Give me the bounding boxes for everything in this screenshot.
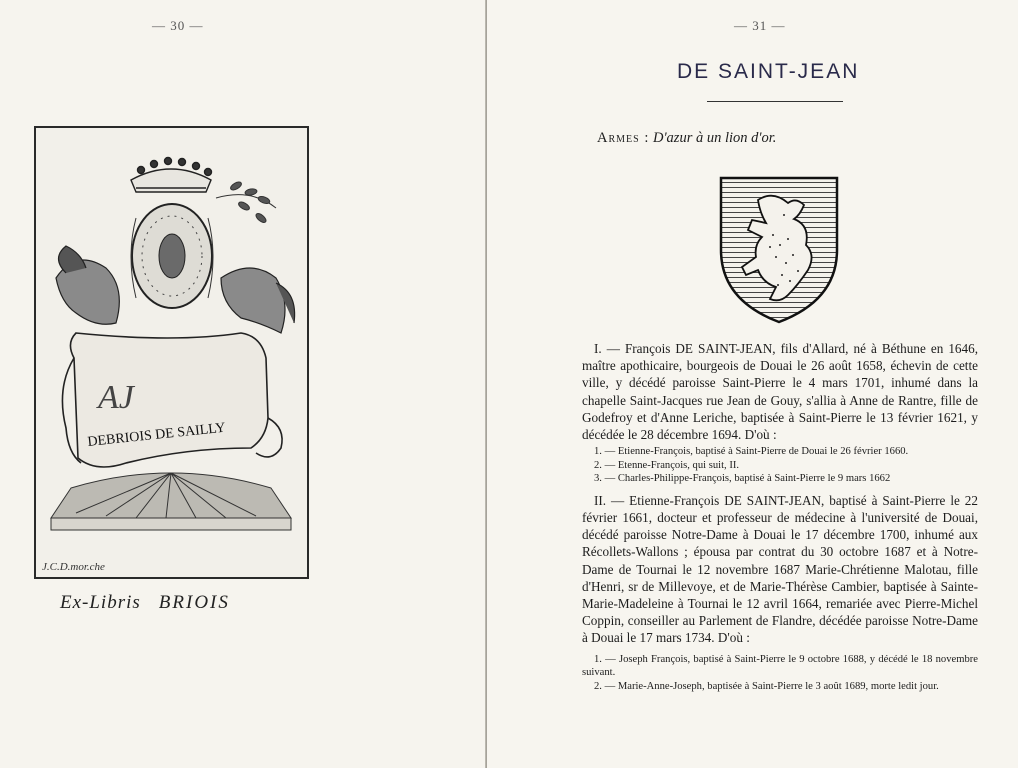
right-page (487, 0, 1018, 768)
laurel-icon (216, 180, 276, 224)
bookplate-caption (60, 592, 230, 614)
title-divider (707, 101, 843, 102)
bookplate-inscription: DEBRIOIS DE SAILLY (86, 420, 227, 450)
crown-icon (131, 158, 212, 193)
generation-2-child-1: 1. — Joseph François, baptisé à Saint-Pierre le 9 octobre 1688, y décédé le 18 novembre suivant. (582, 653, 978, 679)
genealogy-text (582, 340, 978, 693)
fan-base-decoration (51, 473, 291, 530)
engraver-signature: J.C.D.mor.che (42, 561, 105, 573)
griffin-supporter-icon (56, 246, 119, 324)
generation-1-child-1: 1. — Etienne-François, baptisé à Saint-Pierre de Douai le 26 février 1660. (594, 446, 909, 458)
generation-1-child-2: 2. — Etenne-François, qui suit, II. (594, 459, 740, 471)
generation-1-paragraph: I. — François DE SAINT-JEAN, fils d'Allard, né à Béthune en 1646, maître apothicaire, bourgeois de Douai le 26 août 1658, échevin de cette ville, y décédé paroisse Saint-Pierre le 4 mars 1701, inhumé dans la chapelle Saint-Jacques rue Jean de Gouy, s'allia à Anne de Rantre, fille de Godefroy et d'Anne Leriche, baptisée à Saint-Pierre le 13 février 1621, y décédée le 28 décembre 1694. D'où : (582, 341, 978, 443)
coat-of-arms-icon (131, 204, 213, 308)
generation-1-child-3: 3. — Charles-Philippe-François, baptisé à Saint-Pierre le 9 mars 1662 (594, 473, 891, 485)
caption-prefix: Ex-Libris (60, 592, 141, 613)
bookplate-engraving (36, 128, 307, 577)
lion-shield-icon (718, 175, 840, 325)
arms-label: Armes : (597, 130, 650, 146)
arms-blazon: D'azur à un lion d'or. (652, 130, 777, 146)
page-number-left: — 30 — (152, 18, 204, 33)
arms-line (597, 130, 776, 147)
ex-libris-bookplate (34, 126, 309, 579)
left-page (0, 0, 487, 768)
page-number-right: — 31 — (734, 18, 786, 33)
bookplate-monogram: AJ (98, 379, 134, 416)
generation-2-child-2: 2. — Marie-Anne-Joseph, baptisée à Saint-Pierre le 3 août 1689, morte ledit jour. (594, 680, 939, 692)
generation-2-paragraph: II. — Etienne-François DE SAINT-JEAN, baptisé à Saint-Pierre le 22 février 1661, docteur et professeur de médecine à l'université de Douai, décédé paroisse Notre-Dame à Douai le 17 décembre 1700, inhumé aux Récollets-Wallons ; épousa par contrat du 30 octobre 1687 et à Notre-Dame de Tournai le 12 novembre 1687 Marie-Chrétienne Malotau, fille d'Henri, sr de Millevoye, et de Marie-Thérèse Cambier, baptisée à Sainte-Marie-Madeleine à Tournai le 12 avril 1664, remariée avec Pierre-Michel Coppin, conseiller au Parlement de Flandre, décédée paroisse Notre-Dame à Douai le 17 mars 1734. D'où : (582, 492, 978, 646)
eagle-supporter-icon (221, 268, 295, 333)
family-title: DE SAINT-JEAN (677, 60, 860, 83)
caption-owner: BRIOIS (158, 592, 230, 613)
